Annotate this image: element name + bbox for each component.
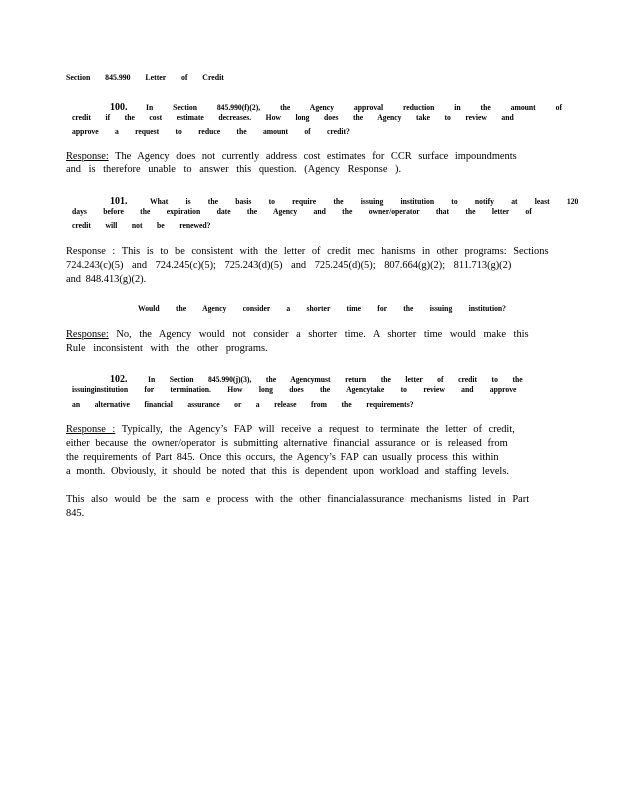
question-number: 101. bbox=[110, 196, 128, 207]
response-label: Response : bbox=[66, 424, 116, 435]
response-101-line-1: Response : This is to be consistent with the letter of credit mec hanisms in other programs: Sections bbox=[66, 246, 549, 257]
section-heading: Section 845.990 Letter of Credit bbox=[66, 72, 224, 82]
response-102-line-4: a month. Obviously, it should be noted that this is dependent upon workload and staffing levels. bbox=[66, 466, 509, 477]
response-label: Response: bbox=[66, 151, 109, 162]
question-100-line-2: credit if the cost estimate decreases. How long does the Agency take to review and bbox=[72, 112, 514, 122]
response-text: No, the Agency would not consider a shorter time. A shorter time would make this bbox=[108, 329, 529, 340]
question-text: In Section 845.990(j)(3), the Agencymust return the letter of credit to the bbox=[147, 374, 523, 384]
response-100-line-1 bbox=[66, 151, 517, 162]
response-102-line-1 bbox=[66, 424, 515, 435]
response-100-line-2: and is therefore unable to answer this question. (Agency Response ). bbox=[66, 164, 402, 175]
response-101-line-2: 724.243(c)(5) and 724.245(c)(5); 725.243(d)(5) and 725.245(d)(5); 807.664(g)(2); 811.713(g)(2) bbox=[66, 260, 512, 271]
response-101b-line-2: Rule inconsistent with the other programs. bbox=[66, 343, 268, 354]
question-number: 100. bbox=[110, 102, 128, 113]
response-102-line-3: the requirements of Part 845. Once this occurs, the Agency’s FAP can usually process this within bbox=[66, 452, 499, 463]
response-101-line-3: and 848.413(g)(2). bbox=[66, 274, 147, 285]
question-102-line-3: an alternative financial assurance or a release from the requirements? bbox=[72, 399, 414, 409]
response-label: Response: bbox=[66, 329, 109, 340]
question-number: 102. bbox=[110, 374, 128, 385]
question-101-line-3: credit will not be renewed? bbox=[72, 220, 211, 230]
response-102-line-2: either because the owner/operator is submitting alternative financial assurance or is released from bbox=[66, 438, 508, 449]
question-100-line-3: approve a request to reduce the amount of credit? bbox=[72, 126, 350, 136]
question-102-line-2: issuinginstitution for termination. How long does the Agencytake to review and approve bbox=[72, 384, 517, 394]
response-text: Typically, the Agency’s FAP will receive a request to terminate the letter of credit, bbox=[115, 424, 515, 435]
question-text: In Section 845.990(f)(2), the Agency approval reduction in the amount of bbox=[145, 102, 562, 112]
response-101b-line-1 bbox=[66, 329, 529, 340]
closing-line-2: 845. bbox=[66, 508, 85, 519]
question-101b-line-1: Would the Agency consider a shorter time for the issuing institution? bbox=[138, 303, 506, 313]
question-101-line-2: days before the expiration date the Agency and the owner/operator that the letter of bbox=[72, 206, 532, 216]
question-text: What is the basis to require the issuing institution to notify at least 120 bbox=[149, 196, 578, 206]
closing-line-1: This also would be the sam e process with the other financialassurance mechanisms listed in Part bbox=[66, 494, 530, 505]
response-text: The Agency does not currently address cost estimates for CCR surface impoundments bbox=[108, 151, 517, 162]
